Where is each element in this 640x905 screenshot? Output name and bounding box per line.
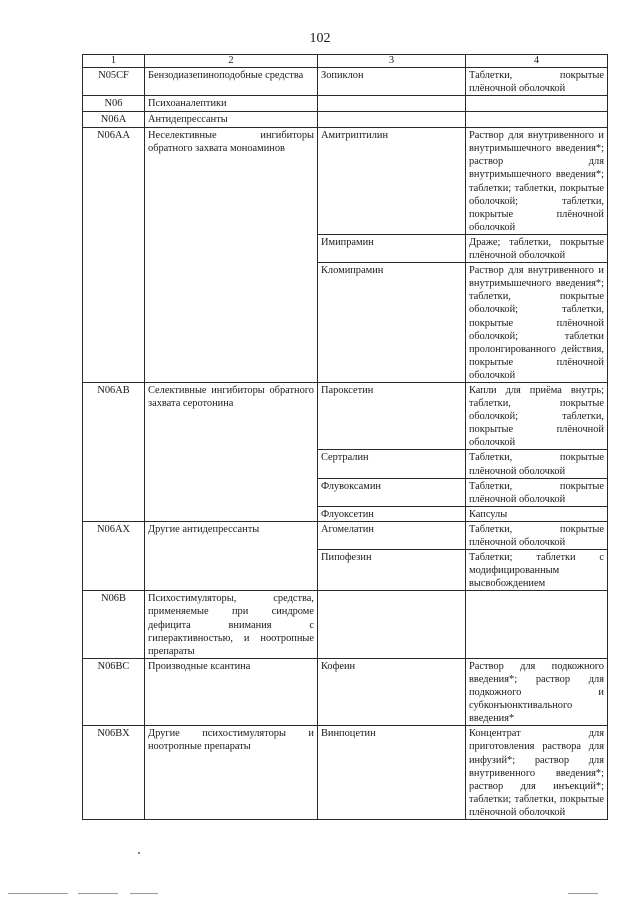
atc-code-cell: N06BC xyxy=(83,658,145,725)
table-row xyxy=(83,382,608,449)
column-header: 3 xyxy=(318,55,466,68)
drug-name-cell xyxy=(318,96,466,112)
column-header: 2 xyxy=(145,55,318,68)
atc-code-cell: N06 xyxy=(83,96,145,112)
scan-artifact-line xyxy=(568,893,598,894)
drug-name-cell: Флуоксетин xyxy=(318,506,466,521)
dosage-form-cell: Таблетки, покрытые плёночной оболочкой xyxy=(466,478,608,506)
dosage-form-cell: Раствор для подкожного введения*; раствор для подкожного и субконъюнктивального введения* xyxy=(466,658,608,725)
group-name-cell: Другие антидепрессанты xyxy=(145,521,318,590)
table-header-row xyxy=(83,55,608,68)
atc-code-cell: N06B xyxy=(83,591,145,658)
group-name-cell: Антидепрессанты xyxy=(145,112,318,128)
drug-name-cell: Кломипрамин xyxy=(318,263,466,383)
group-name-cell: Селективные ингибиторы обратного захвата серотонина xyxy=(145,382,318,521)
table-row xyxy=(83,521,608,549)
drug-name-cell: Пароксетин xyxy=(318,382,466,449)
drug-name-cell: Кофеин xyxy=(318,658,466,725)
atc-code-cell: N06AX xyxy=(83,521,145,590)
dosage-form-cell: Таблетки; таблетки с модифицированным высвобождением xyxy=(466,550,608,591)
dosage-form-cell: Раствор для внутривенного и внутримышечного введения*; раствор для внутримышечного введения*; таблетки; таблетки, покрытые оболочкой; таблетки, покрытые плёночной оболочкой xyxy=(466,128,608,235)
dosage-form-cell: Концентрат для приготовления раствора для инфузий*; раствор для внутривенного введения*; раствор для инъекций*; таблетки; таблетки, покрытые плёночной оболочкой xyxy=(466,726,608,820)
drug-name-cell xyxy=(318,591,466,658)
scan-artifact-line xyxy=(130,893,158,894)
table-row xyxy=(83,112,608,128)
group-name-cell: Неселективные ингибиторы обратного захвата моноаминов xyxy=(145,128,318,383)
table-row xyxy=(83,68,608,96)
drug-name-cell xyxy=(318,112,466,128)
table-row xyxy=(83,658,608,725)
group-name-cell: Психоаналептики xyxy=(145,96,318,112)
dosage-form-cell xyxy=(466,591,608,658)
scan-artifact-dot xyxy=(138,852,140,854)
dosage-form-cell xyxy=(466,96,608,112)
dosage-form-cell: Раствор для внутривенного и внутримышечного введения*; таблетки, покрытые оболочкой; таблетки, покрытые плёночной оболочкой; таблетки пролонгированного действия, покрытые плёночной оболочкой xyxy=(466,263,608,383)
drug-name-cell: Имипрамин xyxy=(318,234,466,262)
atc-code-cell: N06A xyxy=(83,112,145,128)
atc-code-cell: N06BX xyxy=(83,726,145,820)
group-name-cell: Другие психостимуляторы и ноотропные препараты xyxy=(145,726,318,820)
atc-code-cell: N05CF xyxy=(83,68,145,96)
dosage-form-cell: Капли для приёма внутрь; таблетки, покрытые оболочкой; таблетки, покрытые плёночной оболочкой xyxy=(466,382,608,449)
column-header: 4 xyxy=(466,55,608,68)
drug-name-cell: Пипофезин xyxy=(318,550,466,591)
atc-code-cell: N06AA xyxy=(83,128,145,383)
group-name-cell: Производные ксантина xyxy=(145,658,318,725)
drug-name-cell: Флувоксамин xyxy=(318,478,466,506)
drug-table xyxy=(82,54,608,820)
table-row xyxy=(83,591,608,658)
drug-name-cell: Агомелатин xyxy=(318,521,466,549)
dosage-form-cell: Таблетки, покрытые плёночной оболочкой xyxy=(466,68,608,96)
scan-artifact-line xyxy=(78,893,118,894)
table-row xyxy=(83,96,608,112)
page-number: 102 xyxy=(309,31,331,46)
table-row xyxy=(83,128,608,235)
group-name-cell: Бензодиазепиноподобные средства xyxy=(145,68,318,96)
dosage-form-cell: Капсулы xyxy=(466,506,608,521)
dosage-form-cell: Драже; таблетки, покрытые плёночной оболочкой xyxy=(466,234,608,262)
dosage-form-cell: Таблетки, покрытые плёночной оболочкой xyxy=(466,521,608,549)
dosage-form-cell xyxy=(466,112,608,128)
dosage-form-cell: Таблетки, покрытые плёночной оболочкой xyxy=(466,450,608,478)
drug-name-cell: Винпоцетин xyxy=(318,726,466,820)
drug-name-cell: Сертралин xyxy=(318,450,466,478)
drug-name-cell: Зопиклон xyxy=(318,68,466,96)
group-name-cell: Психостимуляторы, средства, применяемые при синдроме дефицита внимания с гиперактивностью, и ноотропные препараты xyxy=(145,591,318,658)
atc-code-cell: N06AB xyxy=(83,382,145,521)
column-header: 1 xyxy=(83,55,145,68)
scan-artifact-line xyxy=(8,893,68,894)
drug-name-cell: Амитриптилин xyxy=(318,128,466,235)
table-row xyxy=(83,726,608,820)
